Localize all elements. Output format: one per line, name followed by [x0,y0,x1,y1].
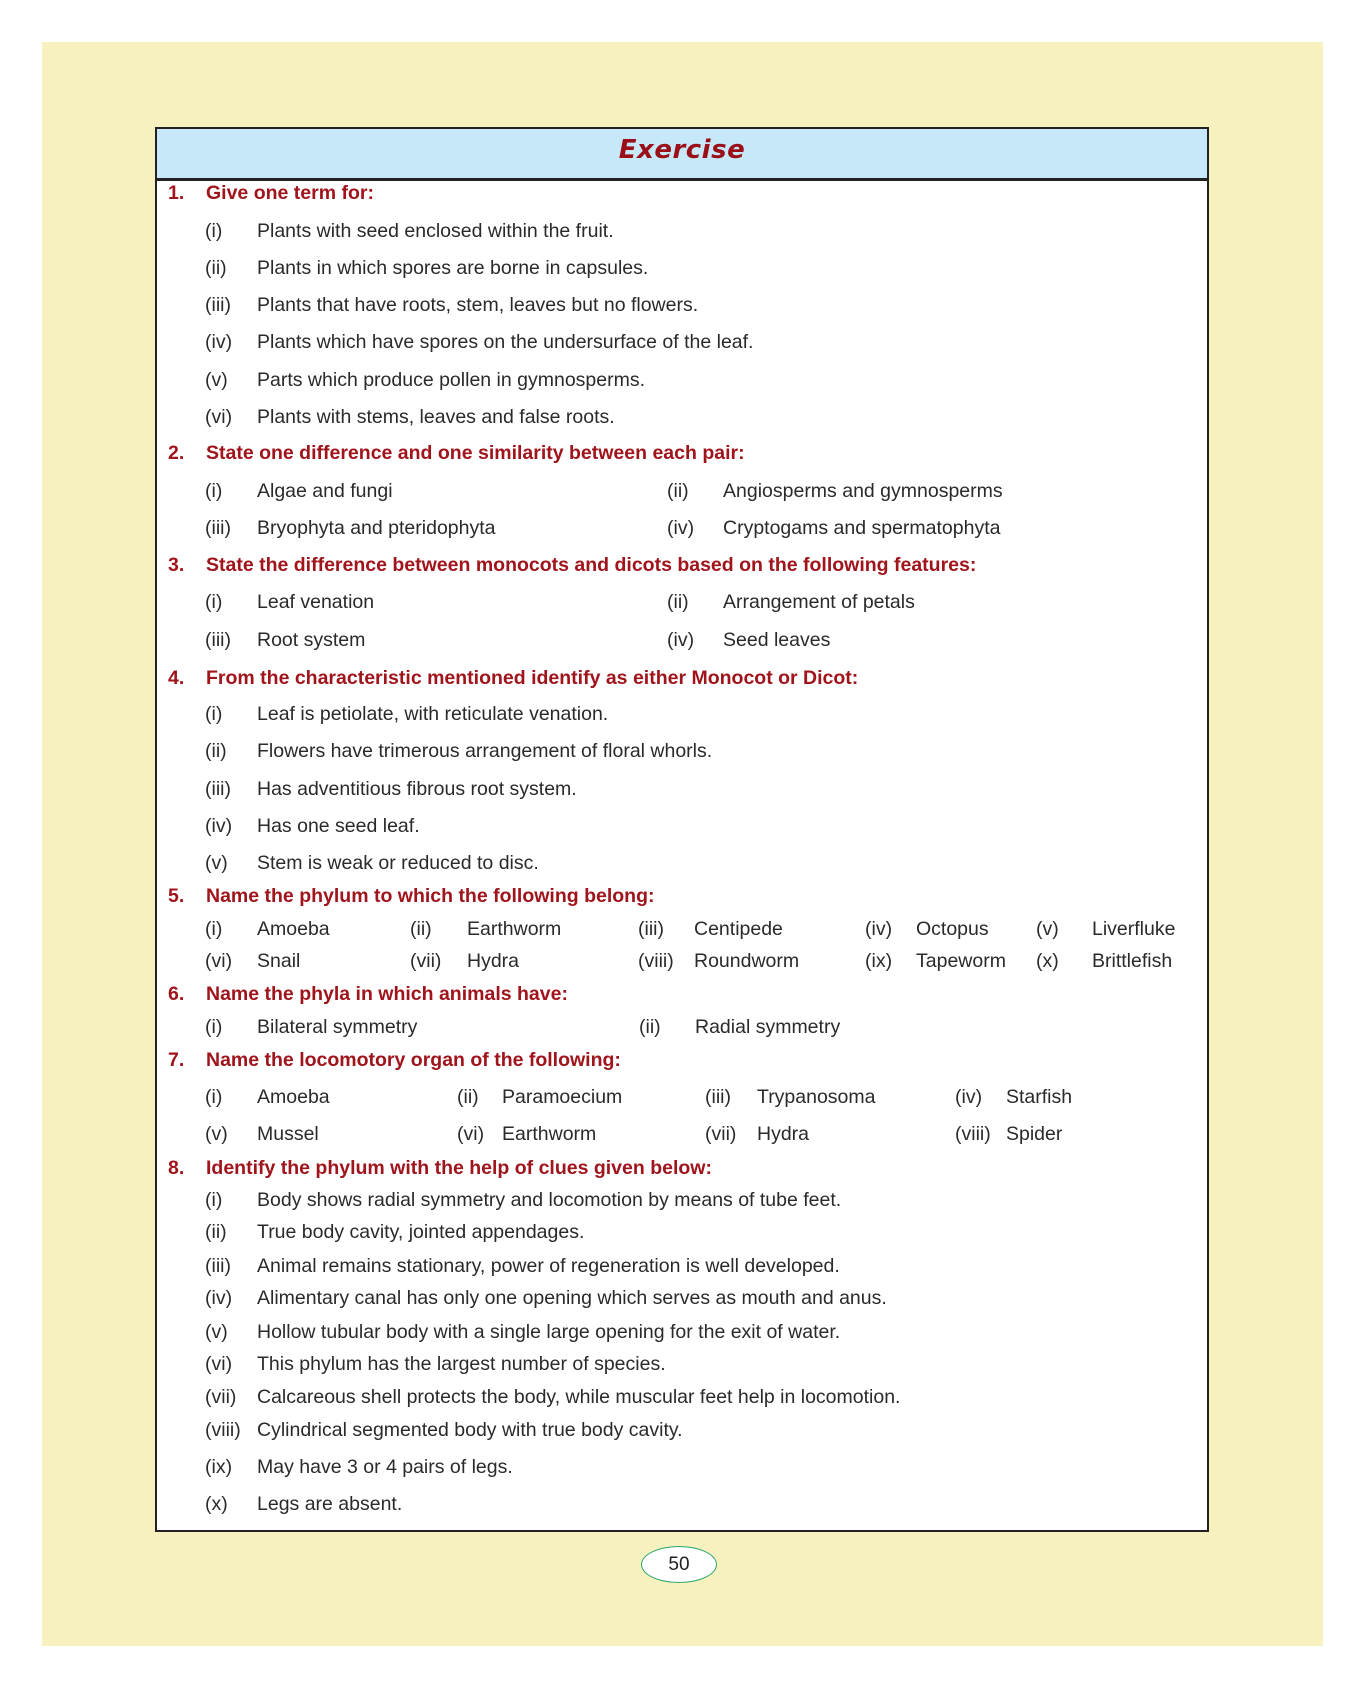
item-label: (iii) [205,778,231,800]
item-text: Roundworm [694,950,800,972]
question-heading-5 [168,885,655,908]
question-heading-6 [168,983,568,1006]
item-label: (vii) [410,950,442,972]
item-label: (iv) [865,918,893,940]
item-label: (iv) [667,517,695,539]
item-label: (iii) [638,918,664,940]
item-text: Octopus [916,918,989,940]
item-text: Plants in which spores are borne in capsules. [257,257,649,279]
item-label: (ii) [205,740,227,762]
question-text: State one difference and one similarity between each pair: [206,442,745,464]
question-number: 5. [168,885,185,907]
item-text: Leaf venation [257,591,375,613]
item-label: (v) [205,852,228,874]
item-label: (x) [205,1493,228,1515]
item-text: Radial symmetry [695,1016,841,1038]
question-heading-8 [168,1157,712,1180]
item-label: (ii) [639,1016,661,1038]
item-label: (ii) [205,1221,227,1243]
item-text: Earthworm [467,918,562,940]
item-text: Trypanosoma [757,1086,876,1108]
item-label: (ii) [457,1086,479,1108]
item-label: (x) [1036,950,1059,972]
item-label: (i) [205,1086,223,1108]
item-text: Paramoecium [502,1086,623,1108]
item-text: Algae and fungi [257,480,393,502]
question-text: Give one term for: [206,182,374,204]
item-text: Parts which produce pollen in gymnosperms. [257,369,646,391]
question-heading-4 [168,667,858,690]
item-text: Legs are absent. [257,1493,403,1515]
item-text: Angiosperms and gymnosperms [723,480,1003,502]
question-text: State the difference between monocots and dicots based on the following features: [206,554,977,576]
item-label: (vi) [457,1123,485,1145]
item-text: Has adventitious fibrous root system. [257,778,577,800]
item-label: (vi) [205,1353,233,1375]
question-heading-7 [168,1049,621,1072]
exercise-header [157,129,1207,181]
item-text: Plants with seed enclosed within the fruit. [257,220,614,242]
item-label: (viii) [955,1123,991,1145]
item-label: (iii) [205,294,231,316]
item-label: (vii) [205,1386,237,1408]
item-text: Hydra [467,950,520,972]
item-label: (ii) [205,257,227,279]
question-number: 7. [168,1049,185,1071]
item-text: Brittlefish [1092,950,1173,972]
item-label: (iii) [205,629,231,651]
item-label: (v) [1036,918,1059,940]
item-text: Centipede [694,918,783,940]
item-text: Body shows radial symmetry and locomotion by means of tube feet. [257,1189,842,1211]
question-number: 1. [168,182,185,204]
item-text: Snail [257,950,301,972]
item-text: Plants with stems, leaves and false roots. [257,406,615,428]
item-text: Spider [1006,1123,1063,1145]
page-number: 50 [641,1546,717,1583]
item-label: (viii) [638,950,674,972]
question-heading-3 [168,554,976,577]
item-label: (v) [205,1123,228,1145]
item-text: Liverfluke [1092,918,1176,940]
item-label: (iii) [205,517,231,539]
item-text: Starfish [1006,1086,1073,1108]
item-text: Tapeworm [916,950,1006,972]
item-text: Has one seed leaf. [257,815,420,837]
item-label: (vi) [205,950,233,972]
item-text: Mussel [257,1123,319,1145]
item-label: (v) [205,1321,228,1343]
item-label: (iii) [205,1255,231,1277]
item-text: Cylindrical segmented body with true body cavity. [257,1419,683,1441]
item-text: Bilateral symmetry [257,1016,418,1038]
item-label: (i) [205,480,223,502]
item-label: (v) [205,369,228,391]
item-label: (vi) [205,406,233,428]
question-number: 6. [168,983,185,1005]
item-label: (i) [205,703,223,725]
item-text: Plants which have spores on the undersurface of the leaf. [257,331,754,353]
item-text: Calcareous shell protects the body, while muscular feet help in locomotion. [257,1386,901,1408]
item-label: (iii) [705,1086,731,1108]
item-text: Bryophyta and pteridophyta [257,517,496,539]
item-label: (ii) [667,591,689,613]
question-number: 3. [168,554,185,576]
item-label: (ii) [667,480,689,502]
item-label: (i) [205,1016,223,1038]
item-text: Root system [257,629,366,651]
item-text: Stem is weak or reduced to disc. [257,852,539,874]
item-text: Hydra [757,1123,810,1145]
item-text: True body cavity, jointed appendages. [257,1221,585,1243]
item-text: Amoeba [257,1086,330,1108]
question-heading-2 [168,442,745,465]
item-label: (iv) [205,331,233,353]
item-label: (ii) [410,918,432,940]
item-text: Animal remains stationary, power of regeneration is well developed. [257,1255,840,1277]
item-label: (i) [205,591,223,613]
item-text: Plants that have roots, stem, leaves but no flowers. [257,294,699,316]
question-text: Identify the phylum with the help of clues given below: [206,1157,712,1179]
question-text: Name the locomotory organ of the following: [206,1049,621,1071]
question-number: 8. [168,1157,185,1179]
question-text: From the characteristic mentioned identify as either Monocot or Dicot: [206,667,859,689]
item-text: Hollow tubular body with a single large opening for the exit of water. [257,1321,841,1343]
question-number: 4. [168,667,185,689]
item-text: This phylum has the largest number of species. [257,1353,666,1375]
item-text: Amoeba [257,918,330,940]
item-label: (ix) [205,1456,233,1478]
item-label: (i) [205,918,223,940]
item-text: Seed leaves [723,629,831,651]
item-label: (iv) [955,1086,983,1108]
item-text: Earthworm [502,1123,597,1145]
item-label: (i) [205,1189,223,1211]
question-number: 2. [168,442,185,464]
question-heading-1 [168,182,374,205]
item-text: Flowers have trimerous arrangement of floral whorls. [257,740,713,762]
item-label: (ix) [865,950,893,972]
item-text: Cryptogams and spermatophyta [723,517,1001,539]
item-text: Arrangement of petals [723,591,915,613]
item-label: (viii) [205,1419,241,1441]
exercise-title: Exercise [618,135,746,165]
item-label: (i) [205,220,223,242]
item-text: May have 3 or 4 pairs of legs. [257,1456,513,1478]
item-text: Leaf is petiolate, with reticulate venation. [257,703,609,725]
question-text: Name the phyla in which animals have: [206,983,568,1005]
item-label: (iv) [205,815,233,837]
item-label: (iv) [205,1287,233,1309]
item-label: (vii) [705,1123,737,1145]
item-label: (iv) [667,629,695,651]
question-text: Name the phylum to which the following belong: [206,885,655,907]
item-text: Alimentary canal has only one opening which serves as mouth and anus. [257,1287,887,1309]
